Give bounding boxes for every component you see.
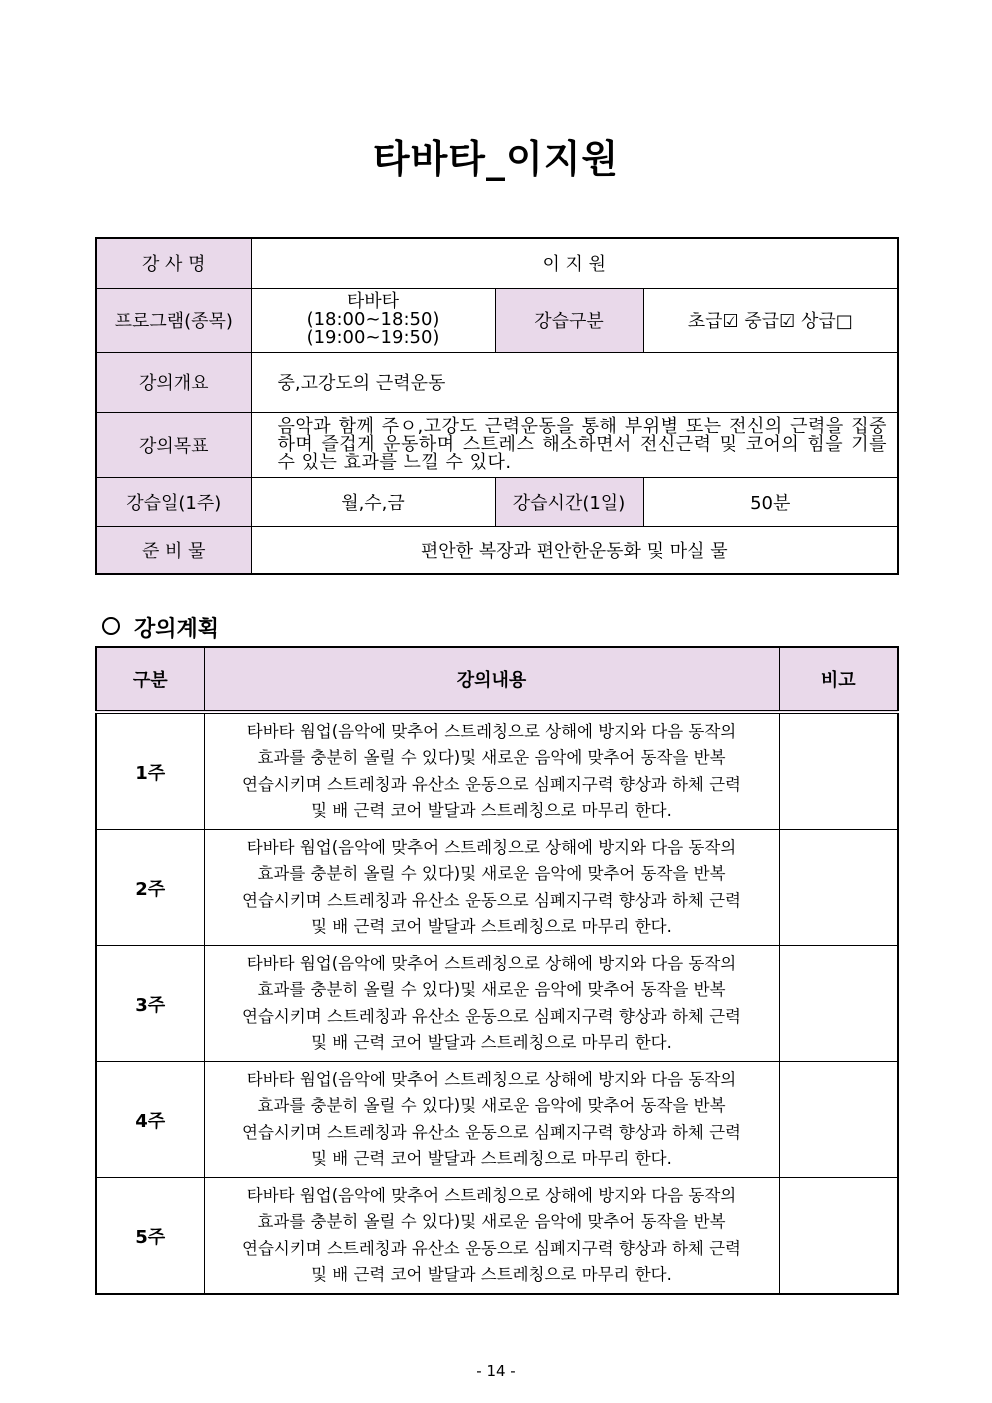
content-line: 타바타 웜업(음악에 맞추어 스트레칭으로 상해에 방지와 다음 동작의 bbox=[246, 1185, 737, 1205]
days-value: 월,수,금 bbox=[251, 477, 495, 526]
week-cell: 4주 bbox=[96, 1062, 204, 1178]
content-line: 및 배 근력 코어 발달과 스트레칭으로 마무리 한다. bbox=[311, 1149, 672, 1168]
table-row bbox=[96, 1062, 898, 1178]
table-row bbox=[96, 712, 898, 830]
content-line: 효과를 충분히 올릴 수 있다)및 새로운 음악에 맞추어 동작을 반복 bbox=[257, 1096, 726, 1115]
content-line: 및 배 근력 코어 발달과 스트레칭으로 마무리 한다. bbox=[311, 1265, 672, 1284]
col-header-note: 비고 bbox=[779, 647, 898, 712]
week-cell: 1주 bbox=[96, 712, 204, 830]
level-label: 강습구분 bbox=[495, 288, 643, 352]
content-cell bbox=[204, 946, 779, 1062]
page-title: 타바타_이지원 bbox=[372, 137, 620, 181]
content-line: 효과를 충분히 올릴 수 있다)및 새로운 음악에 맞추어 동작을 반복 bbox=[257, 748, 726, 767]
plan-heading-text: 강의계획 bbox=[134, 617, 220, 642]
supplies-label: 준 비 물 bbox=[96, 526, 251, 574]
level-value: 초급☑ 중급☑ 상급□ bbox=[643, 288, 898, 352]
program-line: (19:00~19:50) bbox=[306, 327, 440, 348]
content-line: 및 배 근력 코어 발달과 스트레칭으로 마무리 한다. bbox=[311, 1033, 672, 1052]
content-cell bbox=[204, 830, 779, 946]
content-line: 및 배 근력 코어 발달과 스트레칭으로 마무리 한다. bbox=[311, 917, 672, 936]
page-number: - 14 - bbox=[476, 1362, 516, 1380]
note-cell bbox=[779, 1062, 898, 1178]
note-cell bbox=[779, 712, 898, 830]
circle-bullet-icon bbox=[102, 617, 120, 635]
goal-value: 음악과 함께 주ㅇ,고강도 근력운동을 통해 부위별 또는 전신의 근력을 집중하며 즐겁게 운동하며 스트레스 해소하면서 전신근력 및 코어의 힘을 기를 수 있는 효과를 느낄 수 있다. bbox=[251, 412, 898, 477]
table-row bbox=[96, 1178, 898, 1295]
content-line: 연습시키며 스트레칭과 유산소 운동으로 심폐지구력 향상과 하체 근력 bbox=[242, 1238, 741, 1258]
time-value: 50분 bbox=[643, 477, 898, 526]
content-line: 타바타 웜업(음악에 맞추어 스트레칭으로 상해에 방지와 다음 동작의 bbox=[246, 953, 737, 973]
table-row bbox=[96, 946, 898, 1062]
instructor-label: 강 사 명 bbox=[96, 238, 251, 288]
time-label: 강습시간(1일) bbox=[495, 477, 643, 526]
content-line: 효과를 충분히 올릴 수 있다)및 새로운 음악에 맞추어 동작을 반복 bbox=[257, 980, 726, 999]
col-header-content: 강의내용 bbox=[204, 647, 779, 712]
content-line: 타바타 웜업(음악에 맞추어 스트레칭으로 상해에 방지와 다음 동작의 bbox=[246, 1069, 737, 1089]
content-line: 연습시키며 스트레칭과 유산소 운동으로 심폐지구력 향상과 하체 근력 bbox=[242, 774, 741, 794]
content-line: 연습시키며 스트레칭과 유산소 운동으로 심폐지구력 향상과 하체 근력 bbox=[242, 890, 741, 910]
lecture-plan-table bbox=[95, 646, 899, 1295]
program-line: 타바타 bbox=[346, 291, 400, 312]
program-line: (18:00~18:50) bbox=[306, 309, 440, 330]
instructor-value: 이 지 원 bbox=[251, 238, 898, 288]
content-cell bbox=[204, 712, 779, 830]
content-line: 및 배 근력 코어 발달과 스트레칭으로 마무리 한다. bbox=[311, 801, 672, 820]
week-cell: 2주 bbox=[96, 830, 204, 946]
week-cell: 5주 bbox=[96, 1178, 204, 1295]
content-line: 연습시키며 스트레칭과 유산소 운동으로 심폐지구력 향상과 하체 근력 bbox=[242, 1006, 741, 1026]
content-line: 연습시키며 스트레칭과 유산소 운동으로 심폐지구력 향상과 하체 근력 bbox=[242, 1122, 741, 1142]
content-line: 타바타 웜업(음악에 맞추어 스트레칭으로 상해에 방지와 다음 동작의 bbox=[246, 721, 737, 741]
week-cell: 3주 bbox=[96, 946, 204, 1062]
note-cell bbox=[779, 1178, 898, 1295]
overview-label: 강의개요 bbox=[96, 352, 251, 412]
note-cell bbox=[779, 946, 898, 1062]
days-label: 강습일(1주) bbox=[96, 477, 251, 526]
content-cell bbox=[204, 1178, 779, 1295]
note-cell bbox=[779, 830, 898, 946]
program-value bbox=[251, 288, 495, 352]
plan-heading bbox=[102, 612, 219, 643]
table-row bbox=[96, 830, 898, 946]
content-line: 타바타 웜업(음악에 맞추어 스트레칭으로 상해에 방지와 다음 동작의 bbox=[246, 837, 737, 857]
course-info-table bbox=[95, 237, 899, 575]
content-line: 효과를 충분히 올릴 수 있다)및 새로운 음악에 맞추어 동작을 반복 bbox=[257, 1212, 726, 1231]
supplies-value: 편안한 복장과 편안한운동화 및 마실 물 bbox=[251, 526, 898, 574]
content-line: 효과를 충분히 올릴 수 있다)및 새로운 음악에 맞추어 동작을 반복 bbox=[257, 864, 726, 883]
col-header-week: 구분 bbox=[96, 647, 204, 712]
content-cell bbox=[204, 1062, 779, 1178]
goal-label: 강의목표 bbox=[96, 412, 251, 477]
overview-value: 중,고강도의 근력운동 bbox=[251, 352, 898, 412]
program-label: 프로그램(종목) bbox=[96, 288, 251, 352]
